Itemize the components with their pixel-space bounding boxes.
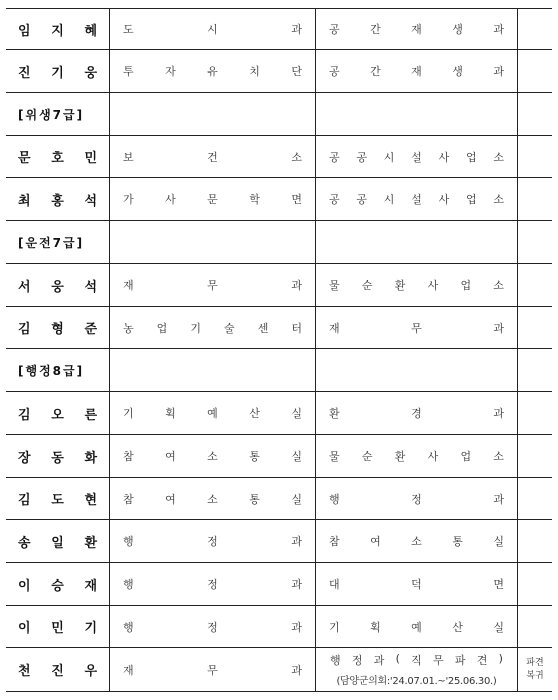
previous-department: 보 건 소 <box>109 136 315 177</box>
remark <box>517 264 552 306</box>
new-department <box>315 648 517 691</box>
previous-department: 행 정 과 <box>109 563 315 605</box>
new-department: 환 경 과 <box>315 392 517 434</box>
employee-name: 김 오 른 <box>18 407 97 423</box>
previous-department: 참 여 소 통 실 <box>109 478 315 519</box>
remark <box>517 50 552 92</box>
remark <box>517 93 552 135</box>
remark <box>517 563 552 605</box>
remark <box>517 435 552 477</box>
table-row <box>6 648 552 692</box>
previous-department <box>109 93 315 135</box>
table-row <box>6 435 552 478</box>
previous-department: 행 정 과 <box>109 606 315 647</box>
remark <box>517 178 552 220</box>
remark <box>517 9 552 49</box>
employee-name: 임 지 혜 <box>18 23 97 39</box>
remark <box>517 478 552 519</box>
new-department: 기 획 예 산 실 <box>315 606 517 647</box>
employee-name: 송 일 환 <box>18 535 97 551</box>
employee-name: 김 형 준 <box>18 322 97 337</box>
section-header-row <box>6 349 552 392</box>
remark <box>517 221 552 263</box>
previous-department: 참 여 소 통 실 <box>109 435 315 477</box>
new-department: 참 여 소 통 실 <box>315 520 517 562</box>
previous-department <box>109 349 315 391</box>
employee-name: 이 승 재 <box>18 578 97 594</box>
section-header-row <box>6 93 552 136</box>
employee-name: 이 민 기 <box>18 621 97 636</box>
new-department: 물 순 환 사 업 소 <box>315 435 517 477</box>
remark <box>517 136 552 177</box>
new-department: 대 덕 면 <box>315 563 517 605</box>
section-title: [운전7급] <box>18 235 85 250</box>
new-department: 공 간 재 생 과 <box>315 9 517 49</box>
employee-name: 서 웅 석 <box>18 279 97 295</box>
employee-name: 진 기 웅 <box>18 65 97 81</box>
table-row <box>6 50 552 93</box>
new-department <box>315 93 517 135</box>
section-title: [위생7급] <box>18 107 85 122</box>
employee-name: 천 진 우 <box>18 664 97 679</box>
new-department: 재 무 과 <box>315 307 517 348</box>
remark <box>517 520 552 562</box>
previous-department <box>109 221 315 263</box>
table-row <box>6 520 552 563</box>
section-header-row <box>6 221 552 264</box>
table-row <box>6 392 552 435</box>
new-department: 행 정 과 <box>315 478 517 519</box>
previous-department: 가 사 문 학 면 <box>109 178 315 220</box>
remark <box>517 392 552 434</box>
new-department <box>315 349 517 391</box>
employee-name: 김 도 현 <box>18 493 97 508</box>
previous-department: 투 자 유 치 단 <box>109 50 315 92</box>
employee-name: 최 홍 석 <box>18 193 97 209</box>
dispatch-period: (담양군의회:'24.07.01.~'25.06.30.) <box>336 676 497 687</box>
new-department: 물 순 환 사 업 소 <box>315 264 517 306</box>
remark <box>517 307 552 348</box>
table-row <box>6 307 552 349</box>
table-row <box>6 478 552 520</box>
table-row <box>6 8 552 50</box>
previous-department: 도 시 과 <box>109 9 315 49</box>
previous-department: 기 획 예 산 실 <box>109 392 315 434</box>
employee-name: 문 호 민 <box>18 151 97 166</box>
remark: 파견 복귀 <box>517 648 552 691</box>
remark <box>517 349 552 391</box>
table-row <box>6 136 552 178</box>
table-row <box>6 606 552 648</box>
previous-department: 재 무 과 <box>109 648 315 691</box>
new-department: 공 공 시 설 사 업 소 <box>315 136 517 177</box>
previous-department: 농 업 기 술 센 터 <box>109 307 315 348</box>
new-department: 공 공 시 설 사 업 소 <box>315 178 517 220</box>
employee-name: 장 동 화 <box>18 450 97 466</box>
new-department: 공 간 재 생 과 <box>315 50 517 92</box>
new-department-main: 행 정 과 ( 직 무 파 견 ) <box>330 652 503 667</box>
new-department <box>315 221 517 263</box>
remark <box>517 606 552 647</box>
previous-department: 재 무 과 <box>109 264 315 306</box>
table-row <box>6 563 552 606</box>
table-row <box>6 178 552 221</box>
table-row <box>6 264 552 307</box>
section-title: [행정8급] <box>18 363 85 378</box>
previous-department: 행 정 과 <box>109 520 315 562</box>
